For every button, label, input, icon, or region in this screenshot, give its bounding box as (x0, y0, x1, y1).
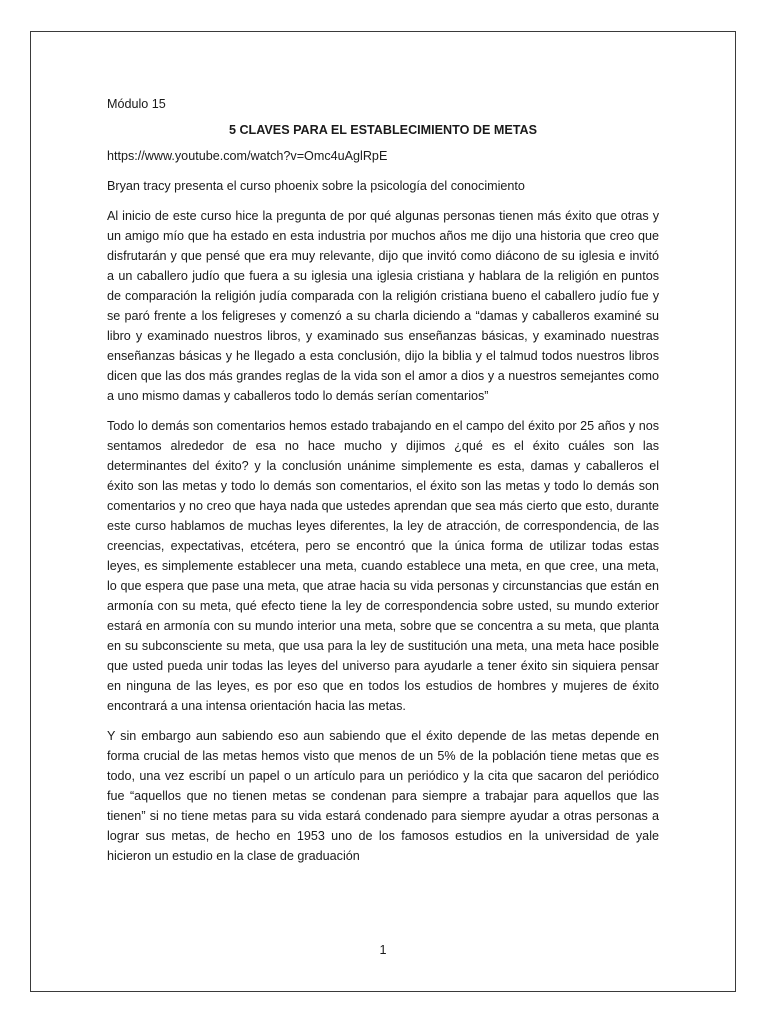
document-subtitle: Bryan tracy presenta el curso phoenix sobre la psicología del conocimiento (107, 179, 525, 193)
video-url: https://www.youtube.com/watch?v=Omc4uAglRpE (107, 149, 388, 163)
document-body (107, 94, 659, 876)
paragraph-2: Todo lo demás son comentarios hemos estado trabajando en el campo del éxito por 25 años y nos sentamos alrededor de esa no hace mucho y dijimos ¿qué es el éxito cuáles son las determinantes del éxito? y la conclusión unánime simplemente es esta, damas y caballeros el éxito son las metas y todo lo demás son comentarios, el éxito son las metas y todo lo demás son comentarios y no creo que haya nada que ustedes aprendan que sea más cierto que esto, durante este curso hablamos de muchas leyes diferentes, la ley de atracción, de correspondencia, de las creencias, expectativas, etcétera, pero se encontró que la única forma de utilizar todas estas leyes, es simplemente establecer una meta, cuando establece una meta, en que cree, una meta, lo que espera que pase una meta, que atrae hacia su vida personas y circunstancias que están en armonía con su meta, qué efecto tiene la ley de correspondencia sobre usted, su mundo exterior estará en armonía con su mundo interior una meta, sobre que se concentra a su meta, que planta en su subconsciente su meta, que usa para la ley de sustitución una meta, una meta hace posible que usted pueda unir todas las leyes del universo para ayudarle a tener éxito sin siquiera pensar en ninguna de las leyes, es por eso que en todos los estudios de hombres y mujeres de éxito encontrará a una intensa orientación hacia las metas. (107, 419, 659, 713)
paragraph-3: Y sin embargo aun sabiendo eso aun sabiendo que el éxito depende de las metas depende en forma crucial de las metas hemos visto que menos de un 5% de la población tiene metas que es todo, una vez escribí un papel o un artículo para un periódico y la cita que sacaron del periódico fue “aquellos que no tienen metas se condenan para siempre a trabajar para aquellos que las tienen” si no tiene metas para su vida estará condenado para siempre ayudar a otras personas a lograr sus metas, de hecho en 1953 uno de los famosos estudios en la universidad de yale hicieron un estudio en la clase de graduación (107, 729, 659, 863)
module-label: Módulo 15 (107, 97, 166, 111)
paragraph-1: Al inicio de este curso hice la pregunta de por qué algunas personas tienen más éxito que otras y un amigo mío que ha estado en esta industria por muchos años me dijo una historia que creo que disfrutarán y que pensé que era muy relevante, dijo que invitó como diácono de su iglesia e invitó a un caballero judío que fuera a su iglesia una iglesia cristiana y hablara de la religión en puntos de comparación la religión judía comparada con la religión cristiana bueno el caballero judío fue y se paró frente a los feligreses y comenzó a su charla diciendo a “damas y caballeros examiné su libro y examinado nuestros libros, y examinado sus enseñanzas básicas, y examinado nuestras enseñanzas básicas y he llegado a esta conclusión, dijo la biblia y el talmud todos nuestros libros dicen que las dos más grandes reglas de la vida son el amor a dios y a nuestros semejantes como a uno mismo damas y caballeros todo lo demás serían comentarios” (107, 209, 659, 403)
page-number: 1 (379, 943, 387, 957)
document-title: 5 CLAVES PARA EL ESTABLECIMIENTO DE METAS (228, 123, 538, 137)
document-page (30, 31, 736, 992)
